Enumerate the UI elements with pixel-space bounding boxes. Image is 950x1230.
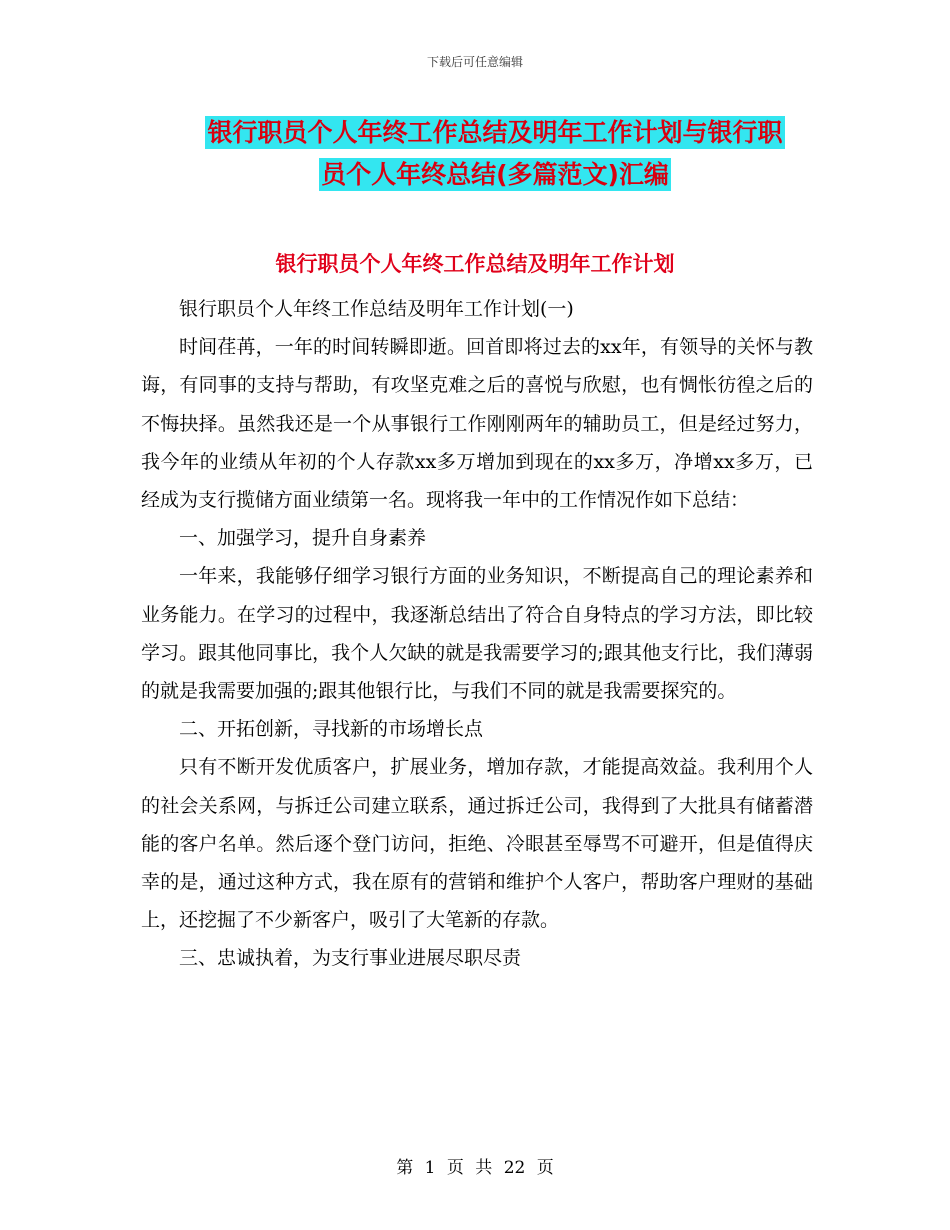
paragraph-intro: 时间荏苒，一年的时间转瞬即逝。回首即将过去的xx年，有领导的关怀与教诲，有同事的支持与帮助，有攻坚克难之后的喜悦与欣慰，也有惆怅彷徨之后的不悔抉择。虽然我还是一个从事银行工作刚刚两年的辅助员工，但是经过努力，我今年的业绩从年初的个人存款xx多万增加到现在的xx多万，净增xx多万，已经成为支行揽储方面业绩第一名。现将我一年中的工作情况作如下总结： <box>141 336 813 512</box>
page-footer: 第 1 页 共 22 页 <box>396 1158 554 1178</box>
heading-study: 一、加强学习，提升自身素养 <box>179 527 427 550</box>
document-title <box>160 112 830 196</box>
paragraph-innovation: 只有不断开发优质客户，扩展业务，增加存款，才能提高效益。我利用个人的社会关系网，与拆迁公司建立联系，通过拆迁公司，我得到了大批具有储蓄潜能的客户名单。然后逐个登门访问，拒绝、冷眼甚至辱骂不可避开，但是值得庆幸的是，通过这种方式，我在原有的营销和维护个人客户，帮助客户理财的基础上，还挖掘了不少新客户，吸引了大笔新的存款。 <box>141 756 813 932</box>
paragraph-subtitle: 银行职员个人年终工作总结及明年工作计划(一) <box>179 298 574 320</box>
heading-innovation: 二、开拓创新，寻找新的市场增长点 <box>179 718 484 741</box>
document-body <box>141 290 813 978</box>
title-line-1: 银行职员个人年终工作总结及明年工作计划与银行职 <box>207 118 783 147</box>
title-line-2: 员个人年终总结(多篇范文)汇编 <box>321 160 669 189</box>
section-title: 银行职员个人年终工作总结及明年工作计划 <box>275 252 675 276</box>
header-note: 下载后可任意编辑 <box>426 55 523 69</box>
heading-loyalty: 三、忠诚执着，为支行事业进展尽职尽责 <box>179 947 522 970</box>
paragraph-study: 一年来，我能够仔细学习银行方面的业务知识，不断提高自己的理论素养和业务能力。在学习的过程中，我逐渐总结出了符合自身特点的学习方法，即比较学习。跟其他同事比，我个人欠缺的就是我需要学习的;跟其他支行比，我们薄弱的就是我需要加强的;跟其他银行比，与我们不同的就是我需要探究的。 <box>141 565 813 703</box>
